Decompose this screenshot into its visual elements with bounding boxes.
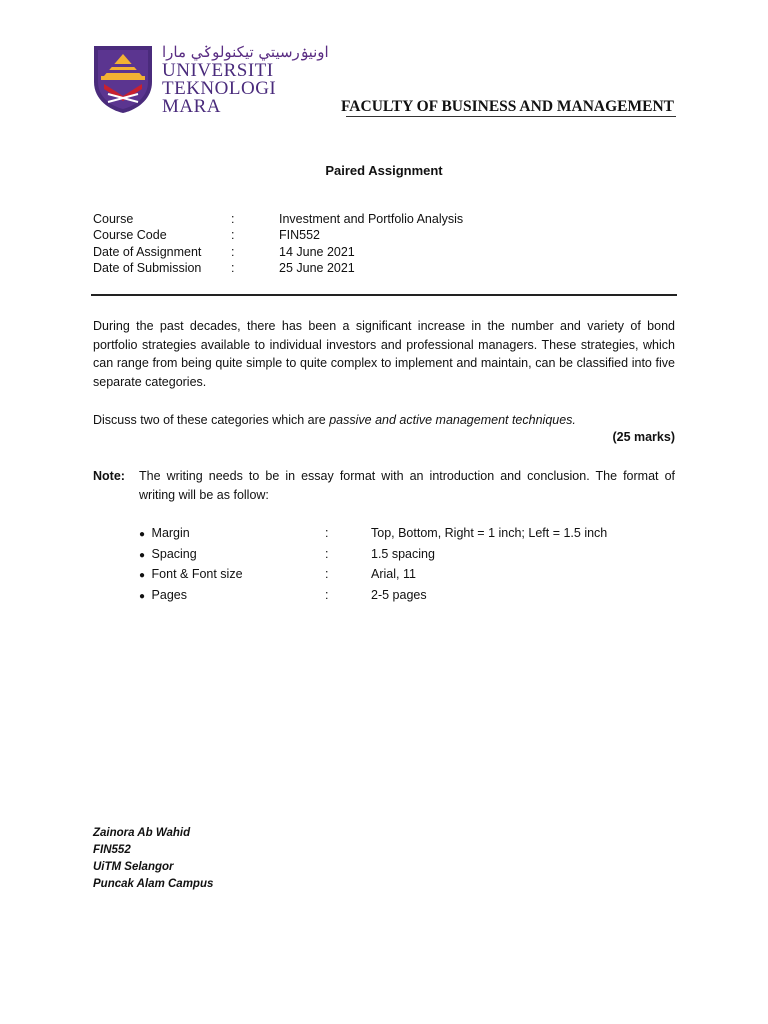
format-colon: :: [325, 526, 329, 540]
format-label-text: Pages: [151, 588, 187, 603]
logo-text-mara: MARA: [162, 96, 222, 117]
info-label: Course Code: [93, 228, 167, 243]
info-colon: :: [231, 212, 235, 226]
task-emphasis: passive and active management techniques.: [329, 413, 576, 427]
info-value: 25 June 2021: [279, 260, 355, 275]
signature-course-code: FIN552: [93, 844, 131, 856]
format-label-text: Spacing: [151, 546, 197, 561]
info-label: Date of Submission: [93, 260, 202, 275]
course-info: [93, 211, 463, 276]
info-value: Investment and Portfolio Analysis: [279, 212, 464, 226]
format-label: [139, 545, 325, 566]
signature-name: Zainora Ab Wahid: [93, 827, 191, 839]
faculty-heading: FACULTY OF BUSINESS AND MANAGEMENT: [340, 98, 674, 115]
task-paragraph: [93, 411, 675, 430]
info-colon: :: [231, 244, 235, 259]
question-paragraph: During the past decades, there has been a significant increase in the number and variety of bond portfolio strategies available to individual investors and professional managers. These strategies, which can range from being quite simple to quite complex to implement and maintain, can be classified into five separate categories.: [93, 319, 675, 390]
signature-institution: UiTM Selangor: [93, 861, 174, 873]
format-row-font: [139, 565, 607, 586]
info-row-date-of-assignment: [93, 244, 463, 260]
info-colon: :: [231, 260, 235, 275]
section-divider: [91, 294, 677, 296]
info-colon: :: [231, 228, 235, 243]
bullet-icon: ●: [139, 591, 146, 603]
info-value: FIN552: [279, 228, 320, 243]
marks-label: (25 marks): [612, 430, 675, 444]
info-row-date-of-submission: [93, 260, 463, 276]
format-requirements: [139, 524, 607, 607]
format-value: 1.5 spacing: [371, 546, 435, 561]
format-row-spacing: [139, 545, 607, 566]
format-row-margin: [139, 524, 607, 545]
format-colon: :: [325, 546, 329, 561]
info-label: Course: [93, 212, 134, 226]
task-text: Discuss two of these categories which are: [93, 413, 330, 427]
signature-campus: Puncak Alam Campus: [93, 878, 214, 890]
bullet-icon: ●: [139, 549, 146, 561]
document-title: Paired Assignment: [325, 163, 443, 178]
format-label: [139, 524, 325, 545]
format-row-pages: [139, 586, 607, 607]
info-row-course: [93, 211, 463, 227]
format-value: Arial, 11: [371, 567, 416, 582]
format-colon: :: [325, 567, 329, 582]
format-label-text: Margin: [151, 526, 190, 540]
format-label-text: Font & Font size: [151, 567, 243, 582]
bullet-icon: ●: [139, 529, 146, 540]
info-value: 14 June 2021: [279, 244, 355, 259]
note-label: Note:: [93, 469, 125, 483]
header-rule: [346, 116, 676, 117]
format-colon: :: [325, 588, 329, 603]
format-label: [139, 586, 325, 607]
logo-text-universiti: UNIVERSITI: [162, 60, 274, 81]
info-row-course-code: [93, 227, 463, 243]
format-value: Top, Bottom, Right = 1 inch; Left = 1.5 inch: [371, 526, 608, 540]
uitm-logo: [92, 43, 329, 117]
uitm-shield-icon: [92, 44, 154, 114]
signature-block: [93, 825, 213, 893]
logo-text-teknologi: TEKNOLOGI: [162, 78, 277, 99]
format-label: [139, 565, 325, 586]
info-label: Date of Assignment: [93, 244, 202, 259]
note-text: The writing needs to be in essay format with an introduction and conclusion. The format of writing will be as follow:: [139, 469, 675, 502]
bullet-icon: ●: [139, 570, 146, 582]
logo-jawi-text: اونيۏرسيتي تيكنولوݢي مارا: [162, 43, 329, 61]
format-value: 2-5 pages: [371, 588, 427, 603]
